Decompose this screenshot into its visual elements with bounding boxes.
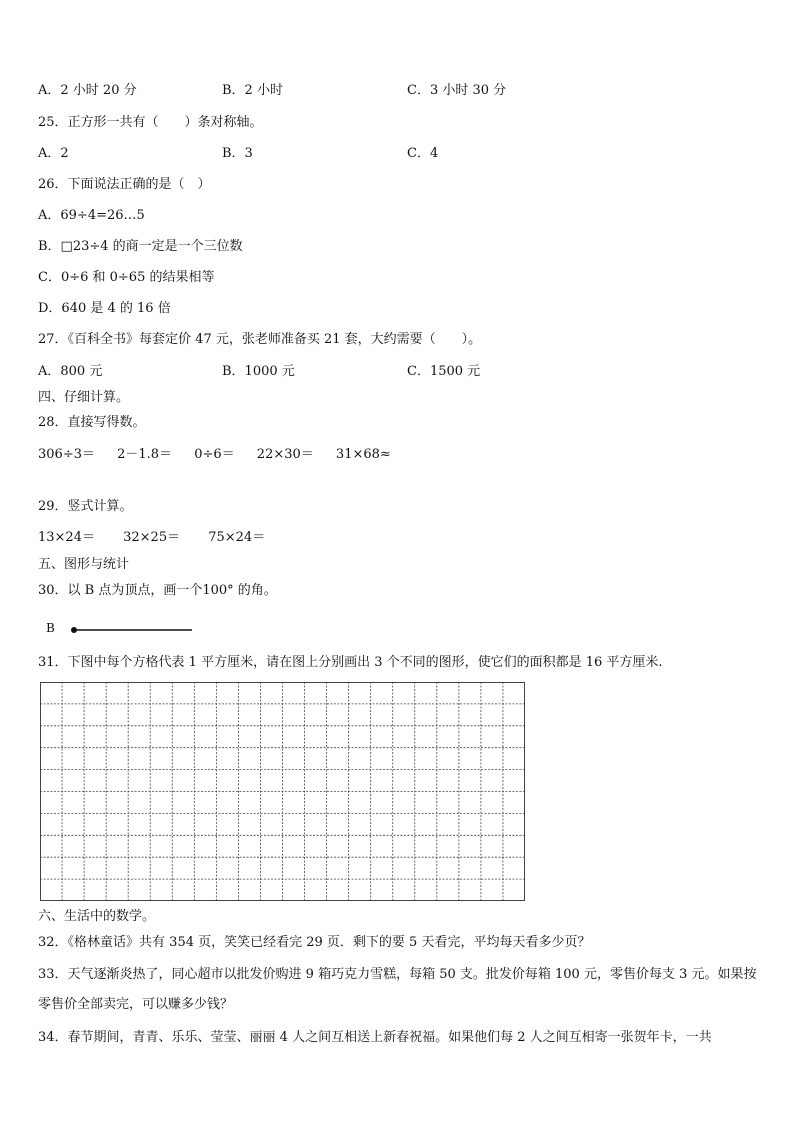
section-heading-4: 四、仔细计算。: [38, 390, 130, 405]
q31-stem: 31．下图中每个方格代表 1 平方厘米，请在图上分别画出 3 个不同的图形，使它们的面积都是 16 平方厘米.: [38, 655, 663, 670]
q28-items: [38, 446, 391, 464]
q26-option-a: A．69÷4=26…5: [38, 208, 145, 223]
q26-stem: 26．下面说法正确的是（ ）: [38, 177, 211, 192]
q26-option-b: B．□23÷4 的商一定是一个三位数: [38, 239, 243, 254]
q24-option-c: C．3 小时 30 分: [407, 83, 507, 98]
q24-option-a: A．2 小时 20 分: [38, 83, 137, 98]
q28-item: 31×68≈: [335, 447, 391, 462]
q25-option-a: A．2: [38, 146, 69, 161]
q30-stem: 30．以 B 点为顶点，画一个100° 的角。: [38, 583, 277, 598]
ray-from-b: [68, 622, 198, 638]
q27-stem: 27．《百科全书》每套定价 47 元，张老师准备买 21 套，大约需要（ ）。: [38, 332, 482, 347]
q33-stem: 33．天气逐渐炎热了，同心超市以批发价购进 9 箱巧克力雪糕，每箱 50 支。批发价每箱 100 元，零售价每支 3 元。如果按零售价全部卖完，可以赚多少钱？: [38, 967, 757, 1012]
section-heading-5: 五、图形与统计: [38, 557, 130, 572]
q24-option-b: B．2 小时: [222, 83, 283, 98]
section-heading-6: 六、生活中的数学。: [38, 909, 156, 924]
q25-option-c: C．4: [407, 146, 439, 161]
q34-stem: 34．春节期间，青青、乐乐、莹莹、丽丽 4 人之间互相送上新春祝福。如果他们每 2 人之间互相寄一张贺年卡，一共: [38, 1030, 712, 1045]
q25-stem: 25．正方形一共有（ ）条对称轴。: [38, 115, 263, 130]
q27-option-a: A．800 元: [38, 364, 103, 379]
point-b-label: B: [46, 621, 55, 635]
square-grid[interactable]: [40, 682, 525, 901]
q29-item: 32×25＝: [123, 530, 181, 545]
q29-item: 75×24＝: [208, 530, 266, 545]
q27-option-c: C．1500 元: [407, 364, 481, 379]
q29-item: 13×24＝: [38, 530, 95, 545]
q29-items: [38, 529, 265, 547]
q29-stem: 29．竖式计算。: [38, 499, 133, 514]
q28-stem: 28．直接写得数。: [38, 415, 146, 430]
q27-option-b: B．1000 元: [222, 364, 295, 379]
q26-option-d: D．640 是 4 的 16 倍: [38, 301, 171, 316]
q28-item: 0÷6＝: [194, 447, 235, 462]
q28-item: 2－1.8＝: [117, 447, 173, 462]
q28-item: 306÷3＝: [38, 447, 95, 462]
q25-option-b: B．3: [222, 146, 253, 161]
q28-item: 22×30＝: [256, 447, 314, 462]
q26-option-c: C．0÷6 和 0÷65 的结果相等: [38, 270, 215, 285]
q32-stem: 32．《格林童话》共有 354 页，笑笑已经看完 29 页．剩下的要 5 天看完，平均每天看多少页？: [38, 935, 591, 950]
